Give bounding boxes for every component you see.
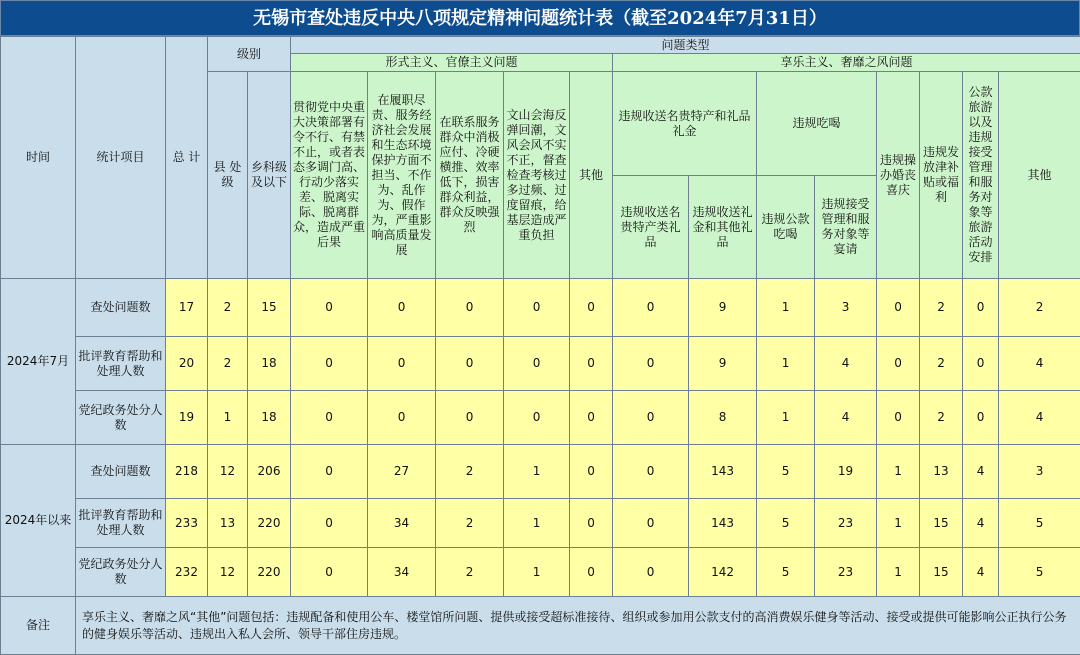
value-cell: 2: [999, 279, 1080, 337]
header-eat-1: 违规公款吃喝: [757, 176, 815, 279]
header-item: 统计项目: [76, 37, 166, 279]
value-cell: 0: [877, 391, 920, 445]
value-cell: 0: [291, 499, 368, 548]
header-township-level: 乡科级及以下: [248, 72, 291, 279]
value-cell: 2: [208, 337, 248, 391]
value-cell: 4: [815, 337, 877, 391]
value-cell: 0: [570, 499, 613, 548]
value-cell: 0: [613, 499, 689, 548]
header-formalism: 形式主义、官僚主义问题: [291, 54, 613, 72]
header-gift-2: 违规收送礼金和其他礼品: [689, 176, 757, 279]
value-cell: 5: [757, 445, 815, 499]
value-cell: 2: [208, 279, 248, 337]
value-cell: 2: [920, 391, 963, 445]
value-cell: 9: [689, 337, 757, 391]
value-cell: 5: [757, 548, 815, 597]
value-cell: 15: [248, 279, 291, 337]
header-f5: 其他: [570, 72, 613, 279]
value-cell: 4: [999, 391, 1080, 445]
value-cell: 5: [999, 499, 1080, 548]
value-cell: 4: [963, 499, 999, 548]
table-row: [1, 337, 1080, 391]
table-row: [1, 279, 1080, 337]
value-cell: 0: [877, 279, 920, 337]
header-problem-type: 问题类型: [291, 37, 1080, 54]
header-wedding: 违规操办婚丧喜庆: [877, 72, 920, 279]
value-cell: 3: [999, 445, 1080, 499]
value-cell: 1: [504, 548, 570, 597]
header-h-other: 其他: [999, 72, 1080, 279]
value-cell: 2: [436, 548, 504, 597]
header-total: 总 计: [166, 37, 208, 279]
value-cell: 15: [920, 548, 963, 597]
value-cell: 206: [248, 445, 291, 499]
note-row: [1, 597, 1080, 655]
value-cell: 233: [166, 499, 208, 548]
value-cell: 4: [963, 445, 999, 499]
value-cell: 0: [368, 391, 436, 445]
value-cell: 0: [291, 445, 368, 499]
item-cell: 党纪政务处分人数: [76, 391, 166, 445]
note-label: 备注: [1, 597, 76, 655]
table-row: [1, 445, 1080, 499]
value-cell: 34: [368, 499, 436, 548]
value-cell: 1: [877, 499, 920, 548]
header-f4: 文山会海反弹回潮，文风会风不实不正，督查检查考核过多过频、过度留痕，给基层造成严重负担: [504, 72, 570, 279]
value-cell: 0: [291, 279, 368, 337]
value-cell: 0: [436, 279, 504, 337]
value-cell: 3: [815, 279, 877, 337]
value-cell: 20: [166, 337, 208, 391]
header-gift: 违规收送名贵特产和礼品礼金: [613, 72, 757, 176]
note-text: 享乐主义、奢靡之风“其他”问题包括：违规配备和使用公车、楼堂馆所问题、提供或接受超标准接待、组织或参加用公款支付的高消费娱乐健身等活动、接受或提供可能影响公正执行公务的健身娱乐等活动、违规出入私人会所、领导干部住房违规。: [76, 597, 1080, 655]
value-cell: 0: [291, 548, 368, 597]
value-cell: 0: [613, 279, 689, 337]
value-cell: 0: [368, 279, 436, 337]
value-cell: 143: [689, 499, 757, 548]
header-f1: 贯彻党中央重大决策部署有令不行、有禁不止，或者表态多调门高、行动少落实差、脱离实际、脱离群众，造成严重后果: [291, 72, 368, 279]
value-cell: 12: [208, 548, 248, 597]
value-cell: 1: [757, 279, 815, 337]
value-cell: 1: [504, 499, 570, 548]
value-cell: 8: [689, 391, 757, 445]
value-cell: 1: [877, 548, 920, 597]
value-cell: 0: [963, 279, 999, 337]
time-cell: 2024年以来: [1, 445, 76, 597]
value-cell: 27: [368, 445, 436, 499]
value-cell: 23: [815, 548, 877, 597]
value-cell: 34: [368, 548, 436, 597]
statistics-table: [0, 36, 1080, 655]
header-subsidy: 违规发放津补贴或福利: [920, 72, 963, 279]
value-cell: 1: [877, 445, 920, 499]
header-gift-1: 违规收送名贵特产类礼品: [613, 176, 689, 279]
value-cell: 0: [570, 548, 613, 597]
value-cell: 0: [877, 337, 920, 391]
header-f3: 在联系服务群众中消极应付、冷硬横推、效率低下，损害群众利益，群众反映强烈: [436, 72, 504, 279]
value-cell: 19: [815, 445, 877, 499]
item-cell: 批评教育帮助和处理人数: [76, 337, 166, 391]
item-cell: 查处问题数: [76, 445, 166, 499]
value-cell: 0: [368, 337, 436, 391]
value-cell: 0: [291, 391, 368, 445]
value-cell: 0: [504, 279, 570, 337]
header-eat-2: 违规接受管理和服务对象等宴请: [815, 176, 877, 279]
table-row: [1, 391, 1080, 445]
header-time: 时间: [1, 37, 76, 279]
value-cell: 13: [920, 445, 963, 499]
value-cell: 12: [208, 445, 248, 499]
value-cell: 23: [815, 499, 877, 548]
value-cell: 0: [613, 445, 689, 499]
value-cell: 0: [504, 337, 570, 391]
value-cell: 0: [963, 391, 999, 445]
header-eat: 违规吃喝: [757, 72, 877, 176]
value-cell: 17: [166, 279, 208, 337]
value-cell: 5: [757, 499, 815, 548]
item-cell: 党纪政务处分人数: [76, 548, 166, 597]
value-cell: 0: [504, 391, 570, 445]
value-cell: 1: [504, 445, 570, 499]
time-cell: 2024年7月: [1, 279, 76, 445]
table-row: [1, 499, 1080, 548]
value-cell: 13: [208, 499, 248, 548]
value-cell: 2: [920, 337, 963, 391]
value-cell: 4: [815, 391, 877, 445]
value-cell: 0: [613, 337, 689, 391]
header-county-level: 县 处 级: [208, 72, 248, 279]
value-cell: 0: [570, 279, 613, 337]
value-cell: 9: [689, 279, 757, 337]
value-cell: 15: [920, 499, 963, 548]
value-cell: 0: [613, 548, 689, 597]
value-cell: 142: [689, 548, 757, 597]
value-cell: 0: [291, 337, 368, 391]
value-cell: 18: [248, 391, 291, 445]
value-cell: 220: [248, 548, 291, 597]
header-level: 级别: [208, 37, 291, 72]
table-row: [1, 548, 1080, 597]
value-cell: 0: [963, 337, 999, 391]
value-cell: 220: [248, 499, 291, 548]
header-hedonism: 享乐主义、奢靡之风问题: [613, 54, 1080, 72]
value-cell: 2: [436, 445, 504, 499]
value-cell: 1: [208, 391, 248, 445]
value-cell: 2: [920, 279, 963, 337]
header-f2: 在履职尽责、服务经济社会发展和生态环境保护方面不担当、不作为、乱作为、假作为，严重影响高质量发展: [368, 72, 436, 279]
item-cell: 批评教育帮助和处理人数: [76, 499, 166, 548]
value-cell: 0: [613, 391, 689, 445]
value-cell: 4: [963, 548, 999, 597]
value-cell: 1: [757, 391, 815, 445]
value-cell: 1: [757, 337, 815, 391]
value-cell: 0: [436, 391, 504, 445]
header-travel: 公款旅游以及违规接受管理和服务对象等旅游活动安排: [963, 72, 999, 279]
value-cell: 0: [570, 391, 613, 445]
value-cell: 0: [570, 445, 613, 499]
value-cell: 19: [166, 391, 208, 445]
value-cell: 2: [436, 499, 504, 548]
value-cell: 0: [436, 337, 504, 391]
value-cell: 18: [248, 337, 291, 391]
page-title: 无锡市查处违反中央八项规定精神问题统计表（截至2024年7月31日）: [0, 0, 1080, 36]
value-cell: 232: [166, 548, 208, 597]
value-cell: 218: [166, 445, 208, 499]
value-cell: 0: [570, 337, 613, 391]
item-cell: 查处问题数: [76, 279, 166, 337]
value-cell: 5: [999, 548, 1080, 597]
value-cell: 4: [999, 337, 1080, 391]
value-cell: 143: [689, 445, 757, 499]
